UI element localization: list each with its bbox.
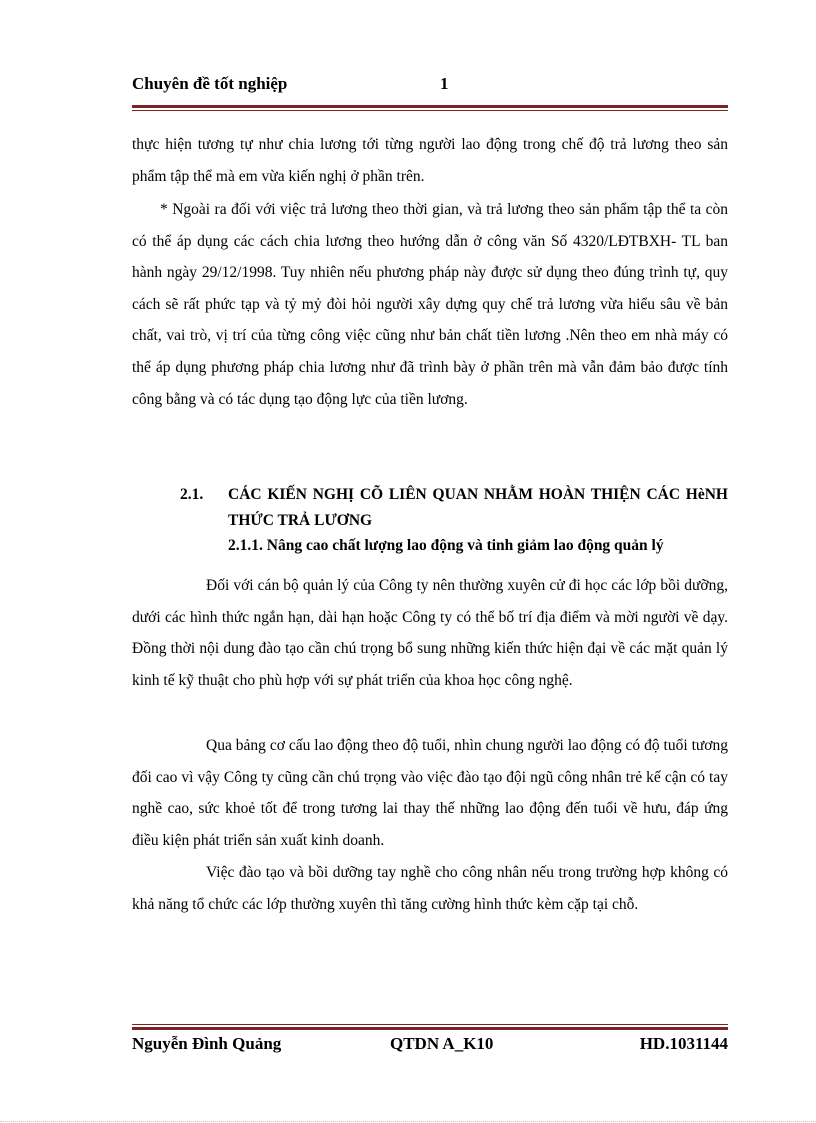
footer-author: Nguyễn Đình Quảng <box>132 1034 282 1053</box>
paragraph-5 <box>132 857 728 920</box>
paragraph-2 <box>132 194 728 415</box>
page-header <box>132 72 728 98</box>
paragraph-1: thực hiện tương tự như chia lương tới từng người lao động trong chế độ trả lương theo sản phẩm tập thể mà em vừa kiến nghị ở phần trên. <box>132 136 728 185</box>
section-number: 2.1. <box>180 486 204 503</box>
section-heading <box>180 482 728 534</box>
header-rule <box>132 105 728 111</box>
paragraph-3 <box>132 570 728 696</box>
section-title: CÁC KIẾN NGHỊ CÕ LIÊN QUAN NHẰM HOÀN THIỆN CÁC HèNH THỨC TRẢ LƯƠNG <box>228 486 728 529</box>
page-footer <box>132 1034 728 1058</box>
footer-class: QTDN A_K10 <box>390 1034 494 1053</box>
paragraph-5-text: Việc đào tạo và bồi dưỡng tay nghề cho công nhân nếu trong trường hợp không có khả năng tổ chức các lớp thường xuyên thì tăng cường hình thức kèm cặp tại chỗ. <box>132 864 728 913</box>
page-edge-divider <box>0 1121 816 1122</box>
page-number: 1 <box>440 74 449 93</box>
header-title: Chuyên đề tốt nghiệp <box>132 74 288 93</box>
paragraph-2-text: * Ngoài ra đối với việc trả lương theo thời gian, và trả lương theo sản phẩm tập thể ta còn có thể áp dụng các cách chia lương theo hướng dẫn ở công văn Số 4320/LĐTBXH- TL ban hành ngày 29/12/1998. Tuy nhiên nếu phương pháp này được sử dụng theo đúng trình tự, quy cách sẽ rất phức tạp và tỷ mỷ đòi hỏi người xây dựng quy chế trả lương vừa hiểu sâu về bản chất, vai trò, vị trí của từng công việc cũng như bản chất tiền lương .Nên theo em nhà máy có thể áp dụng phương pháp chia lương như đã trình bày ở phần trên mà vẫn đảm bảo được tính công bằng và có tác dụng tạo động lực của tiền lương. <box>132 201 728 408</box>
paragraph-3-text: Đối với cán bộ quản lý của Công ty nên thường xuyên cử đi học các lớp bồi dưỡng, dưới các hình thức ngắn hạn, dài hạn hoặc Công ty có thể bố trí địa điểm và mời người về dạy. Đồng thời nội dung đào tạo cần chú trọng bổ sung những kiến thức hiện đại về các mặt quản lý kinh tế kỹ thuật cho phù hợp với sự phát triển của khoa học công nghệ. <box>132 577 728 689</box>
footer-code: HD.1031144 <box>639 1034 728 1053</box>
subsection-heading: 2.1.1. Nâng cao chất lượng lao động và tinh giảm lao động quản lý <box>228 537 664 554</box>
footer-rule <box>132 1024 728 1030</box>
paragraph-4 <box>132 730 728 856</box>
paragraph-4-text: Qua bảng cơ cấu lao động theo độ tuổi, nhìn chung người lao động có độ tuổi tương đối cao vì vậy Công ty cũng cần chú trọng vào việc đào tạo đội ngũ công nhân trẻ kế cận có tay nghề cao, sức khoẻ tốt để trong tương lai thay thế những lao động đến tuổi về hưu, đáp ứng điều kiện phát triển sản xuất kinh doanh. <box>132 737 728 849</box>
